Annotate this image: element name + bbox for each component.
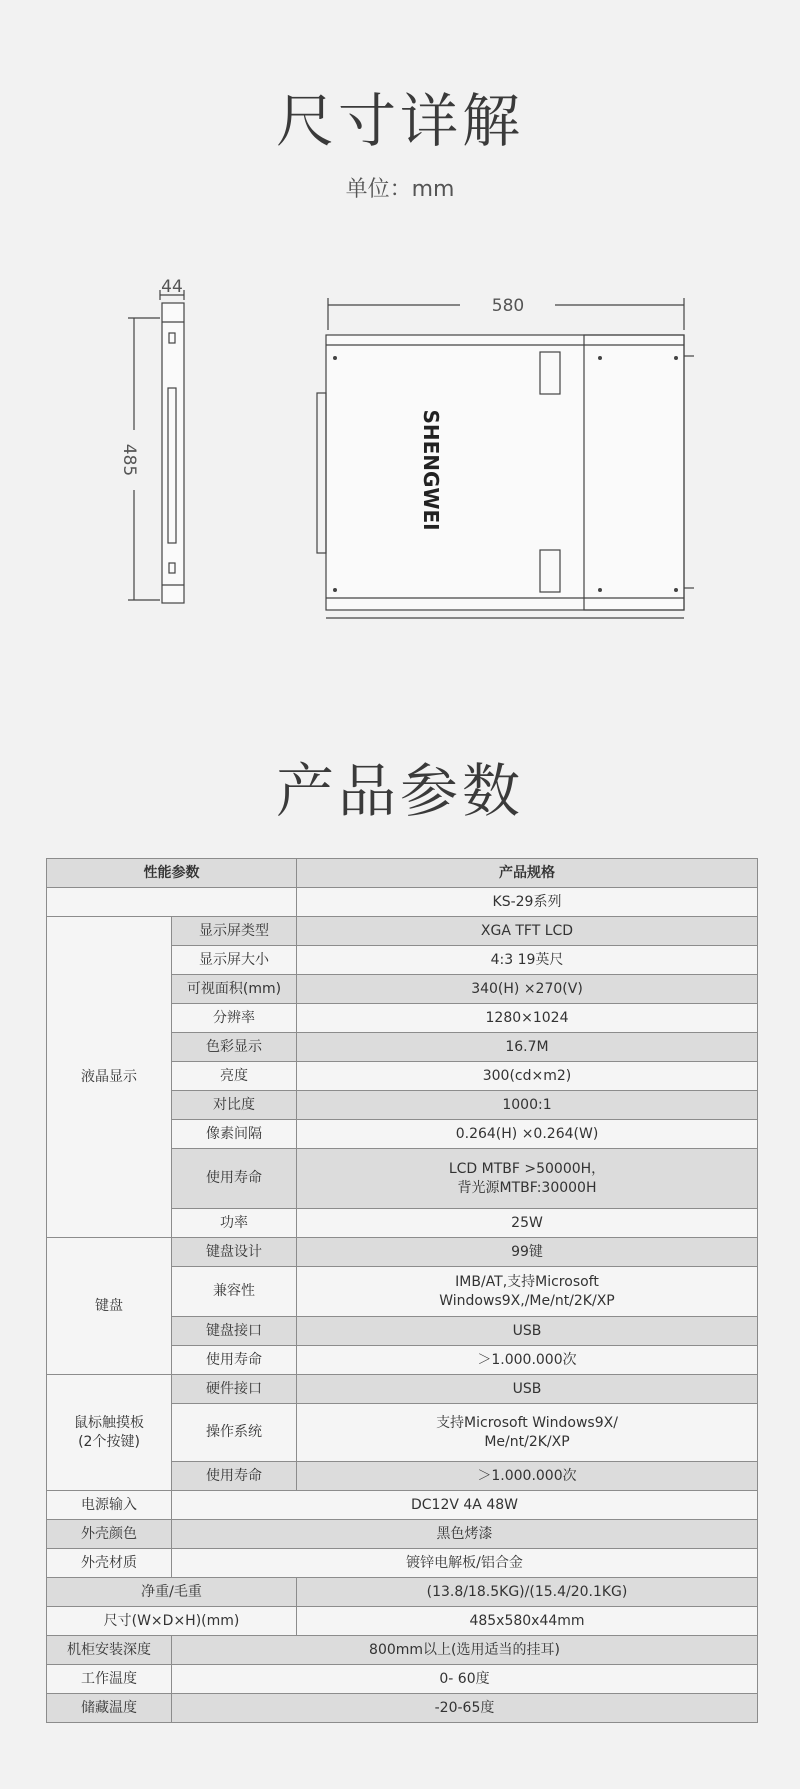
unit-label: 单位：mm — [345, 177, 455, 202]
misc-value: 485x580x44mm — [297, 1607, 758, 1636]
row-value: USB — [297, 1375, 758, 1404]
model-empty-cell — [47, 888, 297, 917]
row-label: 兼容性 — [172, 1267, 297, 1317]
row-value: XGA TFT LCD — [297, 917, 758, 946]
row-label: 操作系统 — [172, 1404, 297, 1462]
depth-dim-label: 580 — [491, 296, 525, 316]
value-line-2: 背光源MTBF:30000H — [457, 1179, 597, 1196]
row-label: 像素间隔 — [172, 1120, 297, 1149]
misc-label: 工作温度 — [47, 1665, 172, 1694]
row-value: 25W — [297, 1209, 758, 1238]
dimension-drawing — [0, 260, 800, 640]
row-value-multiline — [297, 1267, 758, 1317]
table-row — [47, 917, 758, 946]
height-dim-label: 485 — [119, 443, 139, 477]
misc-value: 镀锌电解板/铝合金 — [172, 1549, 758, 1578]
value-line-2: Me/nt/2K/XP — [484, 1433, 570, 1450]
header-perf: 性能参数 — [47, 859, 297, 888]
width-dim-label: 44 — [161, 277, 183, 297]
row-value: USB — [297, 1317, 758, 1346]
misc-label: 外壳材质 — [47, 1549, 172, 1578]
value-line-1: LCD MTBF >50000H， — [448, 1160, 606, 1177]
group-keyboard: 键盘 — [47, 1238, 172, 1375]
dimensions-title: 尺寸详解 — [275, 87, 524, 155]
group-mouse — [47, 1375, 172, 1491]
row-value: 340(H) ×270(V) — [297, 975, 758, 1004]
group-lcd: 液晶显示 — [47, 917, 172, 1238]
row-label: 功率 — [172, 1209, 297, 1238]
row-value-multiline — [297, 1149, 758, 1209]
misc-value: DC12V 4A 48W — [172, 1491, 758, 1520]
value-line-1: 支持Microsoft Windows9X/ — [436, 1414, 618, 1431]
misc-value: 800mm以上(选用适当的挂耳) — [172, 1636, 758, 1665]
row-value: 4:3 19英尺 — [297, 946, 758, 975]
table-row — [47, 1607, 758, 1636]
row-label: 显示屏类型 — [172, 917, 297, 946]
row-label: 键盘接口 — [172, 1317, 297, 1346]
row-label: 亮度 — [172, 1062, 297, 1091]
misc-value: (13.8/18.5KG)/(15.4/20.1KG) — [297, 1578, 758, 1607]
table-row — [47, 1549, 758, 1578]
row-label: 使用寿命 — [172, 1346, 297, 1375]
row-value: 0.264(H) ×0.264(W) — [297, 1120, 758, 1149]
table-row — [47, 1665, 758, 1694]
group-mouse-line-1: 鼠标触摸板 — [74, 1414, 144, 1431]
row-label: 键盘设计 — [172, 1238, 297, 1267]
row-label: 显示屏大小 — [172, 946, 297, 975]
value-line-1: IMB/AT,支持Microsoft — [455, 1273, 599, 1290]
row-label: 色彩显示 — [172, 1033, 297, 1062]
table-row — [47, 1491, 758, 1520]
misc-value: 黑色烤漆 — [172, 1520, 758, 1549]
table-row — [47, 1520, 758, 1549]
table-row — [47, 1636, 758, 1665]
row-label: 使用寿命 — [172, 1462, 297, 1491]
row-label: 可视面积(mm) — [172, 975, 297, 1004]
row-value: 1280×1024 — [297, 1004, 758, 1033]
row-value: ＞1.000.000次 — [297, 1462, 758, 1491]
table-row — [47, 1578, 758, 1607]
row-value: 16.7M — [297, 1033, 758, 1062]
brand-logo: SHENGWEI — [419, 409, 443, 531]
header-spec: 产品规格 — [297, 859, 758, 888]
row-value: 300(cd×m2) — [297, 1062, 758, 1091]
misc-label: 尺寸(W×D×H)(mm) — [47, 1607, 297, 1636]
table-row — [47, 888, 758, 917]
row-value: 1000:1 — [297, 1091, 758, 1120]
row-value-multiline — [297, 1404, 758, 1462]
row-label: 分辨率 — [172, 1004, 297, 1033]
top-view — [317, 298, 694, 618]
table-header-row — [47, 859, 758, 888]
table-row — [47, 1694, 758, 1723]
model-value: KS-29系列 — [297, 888, 758, 917]
misc-label: 电源输入 — [47, 1491, 172, 1520]
row-value: 99键 — [297, 1238, 758, 1267]
table-row — [47, 1238, 758, 1267]
params-title: 产品参数 — [275, 757, 524, 825]
row-label: 使用寿命 — [172, 1149, 297, 1209]
misc-value: -20-65度 — [172, 1694, 758, 1723]
group-mouse-line-2: (2个按键) — [78, 1433, 140, 1450]
row-label: 硬件接口 — [172, 1375, 297, 1404]
row-label: 对比度 — [172, 1091, 297, 1120]
row-value: ＞1.000.000次 — [297, 1346, 758, 1375]
value-line-2: Windows9X,/Me/nt/2K/XP — [439, 1292, 615, 1309]
spec-table — [46, 858, 758, 1723]
misc-label: 储藏温度 — [47, 1694, 172, 1723]
misc-label: 机柜安装深度 — [47, 1636, 172, 1665]
table-row — [47, 1375, 758, 1404]
misc-value: 0- 60度 — [172, 1665, 758, 1694]
misc-label: 净重/毛重 — [47, 1578, 297, 1607]
misc-label: 外壳颜色 — [47, 1520, 172, 1549]
